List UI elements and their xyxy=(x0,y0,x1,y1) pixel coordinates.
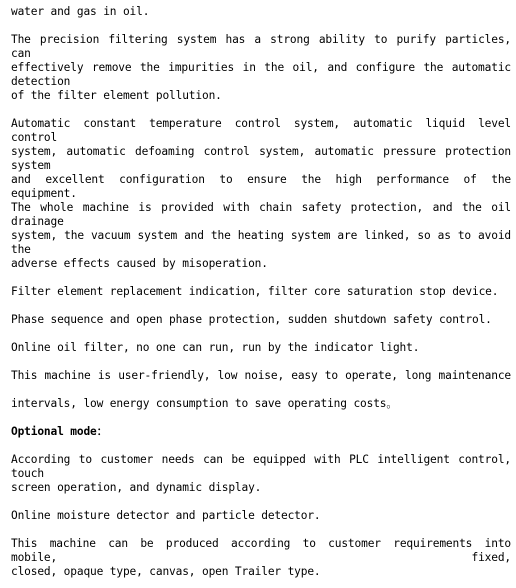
text-line: Online moisture detector and particle detector. xyxy=(11,509,321,522)
text-line: of the filter element pollution. xyxy=(11,89,222,102)
text-line: Filter element replacement indication, filter core saturation stop device. xyxy=(11,285,499,298)
text-line: system, automatic defoaming control system, automatic pressure protection system xyxy=(11,145,511,172)
text-line: According to customer needs can be equipped with PLC intelligent control, touch xyxy=(11,453,511,480)
text-line: and excellent configuration to ensure the high performance of the equipment. xyxy=(11,173,511,200)
text-line: Online oil filter, no one can run, run by the indicator light. xyxy=(11,341,420,354)
section-heading: Optional mode： xyxy=(11,425,108,438)
text-line: Phase sequence and open phase protection, sudden shutdown safety control. xyxy=(11,313,492,326)
text-line: This machine can be produced according to customer requirements into mobile, fixed, xyxy=(11,537,511,564)
text-line: The whole machine is provided with chain safety protection, and the oil drainage xyxy=(11,201,511,228)
text-line: system, the vacuum system and the heating system are linked, so as to avoid the xyxy=(11,229,511,256)
text-line: adverse effects caused by misoperation. xyxy=(11,257,268,270)
text-line: This machine is user-friendly, low noise, easy to operate, long maintenance xyxy=(11,369,511,382)
text-line: effectively remove the impurities in the oil, and configure the automatic detection xyxy=(11,61,511,88)
text-line: water and gas in oil. xyxy=(11,5,150,18)
text-line: The precision filtering system has a strong ability to purify particles, can xyxy=(11,33,511,60)
text-line: closed, opaque type, canvas, open Trailer type. xyxy=(11,565,321,578)
text-line: intervals, low energy consumption to save operating costs。 xyxy=(11,397,398,410)
text-line: Automatic constant temperature control system, automatic liquid level control xyxy=(11,117,511,144)
text-line: screen operation, and dynamic display. xyxy=(11,481,262,494)
